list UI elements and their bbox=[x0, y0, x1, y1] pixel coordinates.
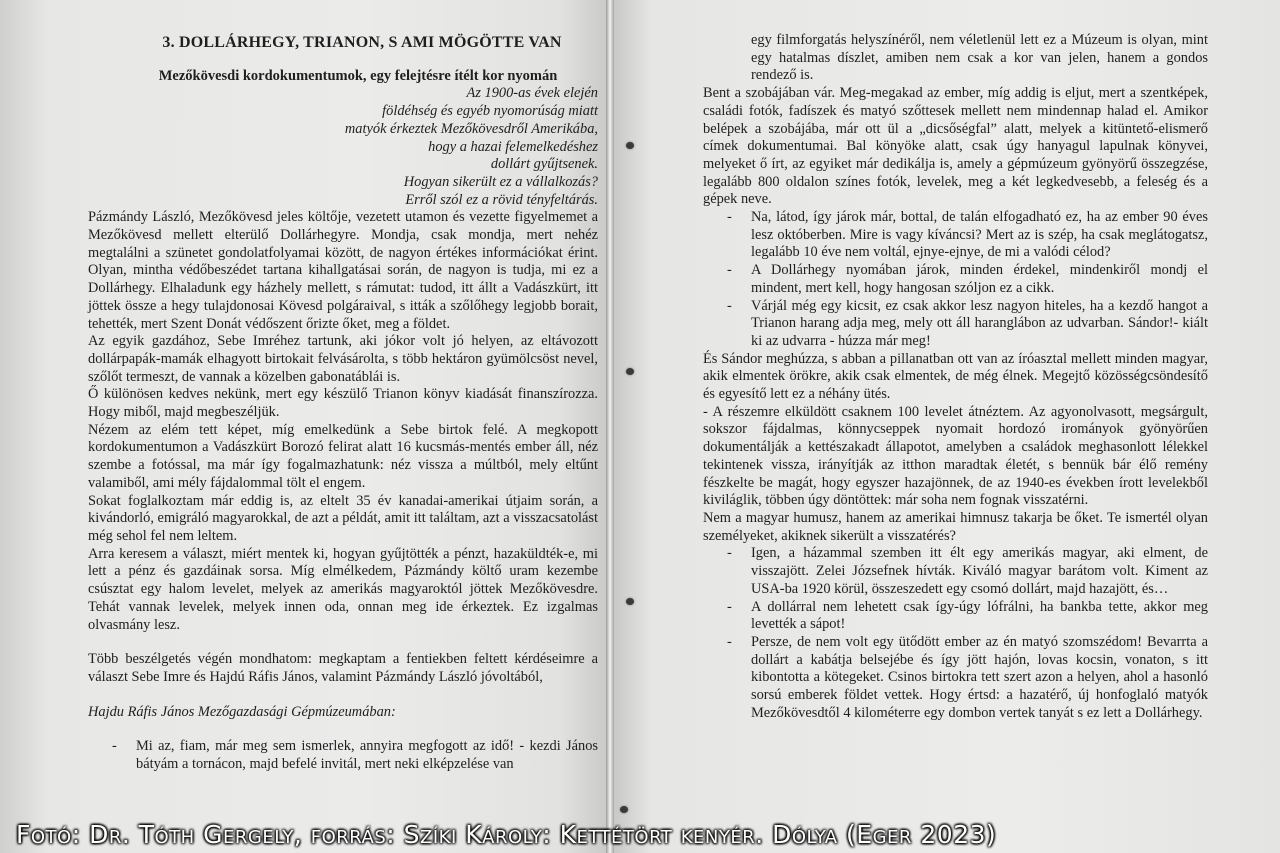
dialog-item bbox=[88, 738, 598, 773]
binding-hole bbox=[620, 806, 628, 813]
motto-line: földéhség és egyéb nyomorúság miatt bbox=[382, 103, 598, 120]
location-heading: Hajdu Ráfis János Mezőgazdasági Gépmúzeumában: bbox=[88, 703, 396, 720]
dialog-item bbox=[703, 545, 1208, 598]
motto-line: dollárt gyűjtsenek. bbox=[490, 156, 598, 173]
continuation-paragraph: egy filmforgatás helyszínéről, nem véletlenül lett ez a Múzeum is olyan, mint egy hatalmas díszlet, amiben nem csak a kor van jelen, hanem a gondos rendező is. bbox=[751, 32, 1208, 84]
dialog-text: A Dollárhegy nyomában járok, minden érdekel, mindenkiről mondj el mindent, mert kell, hogy hangosan szóljon ez a cikk. bbox=[751, 262, 1208, 296]
dash-mark: - bbox=[727, 297, 732, 314]
motto-line: Az 1900-as évek elején bbox=[466, 85, 598, 102]
body-paragraph: És Sándor meghúzza, s abban a pillanatban ott van az íróasztal mellett minden magyar, akik elmentek örökre, akik csak elmentek, de még élnek. Megejtő közösségcsöndesítő és egyesítő lett ez a néhány ütés. bbox=[703, 350, 1208, 403]
left-column bbox=[88, 20, 598, 774]
binding-hole bbox=[626, 598, 634, 605]
motto-line: Erről szól ez a rövid tényfeltárás. bbox=[405, 191, 598, 208]
chapter-title: 3. DOLLÁRHEGY, TRIANON, S AMI MÖGÖTTE VAN bbox=[162, 34, 562, 51]
body-paragraph: Pázmándy László, Mezőkövesd jeles költője, vezetett utamon és vezette figyelmemet a Mezőkövesd mellett elterülő Dollárhegyre. Mondja, csak mondja, mert nehéz megtalálni a szünetet gondolatfolyamai között, de nagyon értékes információkat érint. Olyan, mintha védőbeszédet tartana kihallgatásai során, de nagyon is tudja, mi ez a Dollárhegy. Elhaladunk egy házhely mellett, s rámutat: tudod, itt állt a Vadászkürt, itt jöttek össze a hegy tulajdonosai Kövesd polgáraival, s itták a szőlőhegy legjobb borait, tehették, mert Szent Donát védőszent őrizte őket, meg a földet. bbox=[88, 209, 598, 332]
body-paragraph: Nem a magyar humusz, hanem az amerikai himnusz takarja be őket. Te ismertél olyan személyeket, akiknek sikerült a visszatérés? bbox=[703, 509, 1208, 544]
motto-line: Hogyan sikerült ez a vállalkozás? bbox=[403, 173, 598, 190]
body-paragraph: Arra keresem a választ, miért mentek ki, hogyan gyűjtötték a pénzt, hazaküldték-e, mi lett a pénz és gazdáinak sorsa. Míg elmélkedem, Pázmándy költő uram kezembe csúsztat egy halom levelet, melyek az amerikás magyaroktól jöttek Mezőkövesdre. Tehát vannak levelek, melyek innen oda, onnan meg ide érkeztek. Ez izgalmas olvasmány lesz. bbox=[88, 545, 598, 633]
dash-mark: - bbox=[727, 633, 732, 650]
dialog-item bbox=[703, 209, 1208, 262]
chapter-subtitle: Mezőkövesdi kordokumentumok, egy felejtésre ítélt kor nyomán bbox=[158, 67, 558, 84]
body-paragraph: Nézem az elém tett képet, míg emelkedünk a Sebe birtok felé. A megkopott kordokumentumon a Vadászkürt Borozó felirat alatt 16 kucsmás-mentés ember áll, néz szembe a fotóssal, ma már így fogalmazhatunk: néz vissza a múltból, mely eltűnt valamiből, ami mély fájdalommal tölt el engem. bbox=[88, 421, 598, 491]
dash-mark: - bbox=[727, 209, 732, 226]
photo-credit-caption: Fotó: Dr. Tóth Gergely, forrás: Szíki Károly: Kettétört kenyér. Dólya (Eger 2023) bbox=[16, 820, 997, 849]
body-paragraph: - A részemre elküldött csaknem 100 levelet átnéztem. Az agyonolvasott, megsárgult, sokszor fájdalmas, könnycseppek nyomait hordozó irományok gyönyörűen dokumentálják a kettészakadt állapotot, amelyben a családok meghasonlott lélekkel tekintenek vissza, irányítják az itthon maradtak életét, s bennük bár élő remény fészkelte be magát, hogy egyszer hazajönnek, de az 1940-es években írott levelekből kiviláglik, többen úgy döntöttek: már soha nem fognak visszatérni. bbox=[703, 403, 1208, 509]
dialog-text: Várjál még egy kicsit, ez csak akkor lesz nagyon hiteles, ha a kezdő hangot a Trianon harang adja meg, mely ott áll haranglábon az udvarban. Sándor!- kiált ki az udvarra - húzza már meg! bbox=[751, 297, 1208, 349]
dialog-text: Igen, a házammal szemben itt élt egy amerikás magyar, aki elment, de visszajött. Zelei Józsefnek hívták. Kiváló magyar barátom volt. Kiment az USA-ba 1920 körül, összeszedett egy csomó dollárt, majd hazajött, és… bbox=[751, 545, 1208, 597]
binding-hole bbox=[626, 142, 634, 149]
dialog-item bbox=[703, 599, 1208, 634]
dialog-text: Persze, de nem volt egy ütődött ember az én matyó szomszédom! Bevarrta a dollárt a kabátja belsejébe és így jött hajón, lovas kocsin, vonaton, s itt kibontotta a kötegeket. Csinos birtokra tett szert azon a helyen, ahol a hasonló sorsú emberek földet vettek. Hogy értsd: a hazatérő, új honfoglaló matyók Mezőkövesdtől 4 kilométerre egy dombon vertek tanyát s ez lett a Dollárhegy. bbox=[751, 633, 1208, 721]
dash-mark: - bbox=[727, 598, 732, 615]
book-gutter bbox=[606, 0, 614, 853]
conclusion-paragraph: Több beszélgetés végén mondhatom: megkaptam a fentiekben feltett kérdéseimre a választ Sebe Imre és Hajdú Ráfis János, valamint Pázmándy László jóvoltából, bbox=[88, 651, 598, 685]
dialog-item bbox=[703, 262, 1208, 297]
dialog-item bbox=[703, 634, 1208, 723]
dialog-item bbox=[703, 298, 1208, 351]
dash-mark: - bbox=[112, 738, 117, 755]
dialog-text: A dollárral nem lehetett csak így-úgy lófrálni, ha bankba tette, akkor meg levették a sápot! bbox=[751, 598, 1208, 633]
right-column bbox=[703, 32, 1208, 722]
body-paragraph: Bent a szobájában vár. Meg-megakad az ember, míg addig is eljut, mert a szentképek, családi fotók, fadíszek és matyó szőttesek mellett nem mindennap halad el. Amikor belépek a szobájába, már ott ül a „dicsőségfal” alatt, melyek a kitüntető-elismerő címek dokumentumai. Bal könyöke alatt, csak úgy hanyagul lapulnak könyvei, melyeket ő írt, az egyiket már dedikálja is, amely a gépmúzeum gyönyörű összegzése, legalább 800 oldalon színes fotók, levelek, meg a két legkedvesebb, a feleség és a gépek neve. bbox=[703, 85, 1208, 208]
motto-line: hogy a hazai felemelkedéshez bbox=[428, 138, 598, 155]
body-paragraph: Sokat foglalkoztam már eddig is, az eltelt 35 év kanadai-amerikai útjaim során, a kivándorló, emigráló magyarokkal, de azt a példát, amit itt találtam, azt a visszacsatolást még sehol fel nem leltem. bbox=[88, 492, 598, 544]
dash-mark: - bbox=[727, 262, 732, 279]
dialog-text: Mi az, fiam, már meg sem ismerlek, annyira megfogott az idő! - kezdi János bátyám a tornácon, majd befelé invitál, mert neki elképzelése van bbox=[136, 738, 598, 773]
binding-hole bbox=[626, 368, 634, 375]
motto bbox=[88, 85, 598, 209]
body-paragraph: Ő különösen kedves nekünk, mert egy készülő Trianon könyv kiadását finanszírozza. Hogy miből, majd megbeszéljük. bbox=[88, 386, 598, 421]
dash-mark: - bbox=[727, 545, 732, 562]
body-paragraph: Az egyik gazdához, Sebe Imréhez tartunk, aki jókor volt jó helyen, az eltávozott dollárpapák-mamák elhagyott birtokait felvásárolta, s több hektáron gyümölcsöst nevel, szőlőt termeszt, de vannak a közelben gabonatáblái is. bbox=[88, 333, 598, 385]
dialog-text: Na, látod, így járok már, bottal, de talán elfogadható ez, ha az ember 90 éves lesz októberben. Mire is vagy kíváncsi? Mert az is szép, ha csak meglátogatsz, legalább 10 éve nem voltál, ejnye-ejnye, de mi a valódi célod? bbox=[751, 209, 1208, 261]
motto-line: matyók érkeztek Mezőkövesdről Amerikába, bbox=[344, 120, 598, 137]
